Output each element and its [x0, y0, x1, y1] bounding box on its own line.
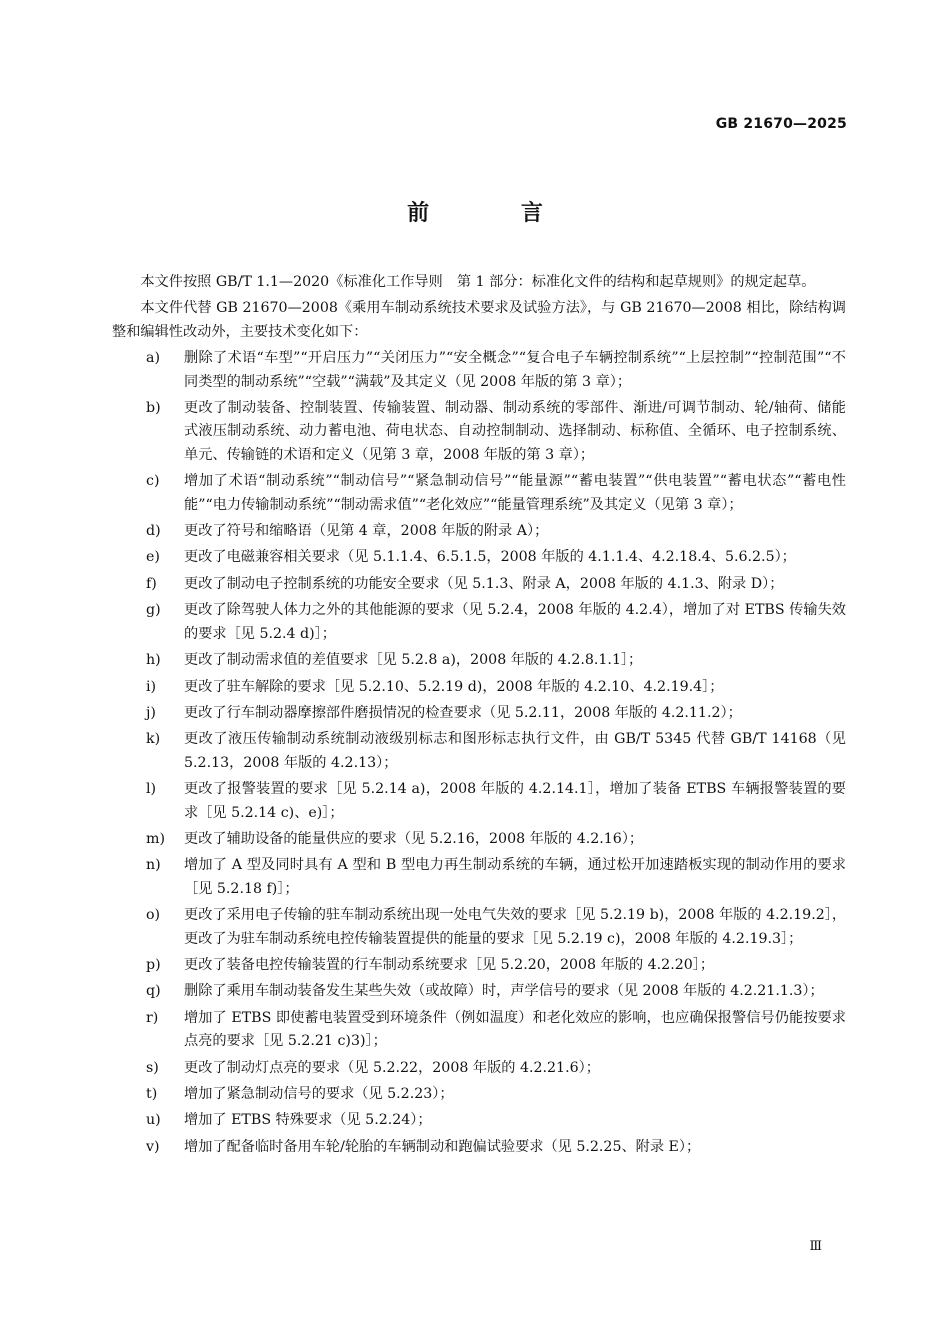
list-item-label: r) [146, 1009, 159, 1026]
list-item [112, 599, 846, 646]
list-item-label: k) [146, 731, 161, 748]
list-item-label: u) [146, 1112, 161, 1129]
list-item-text: 增加了术语“制动系统”“制动信号”“紧急制动信号”“能量源”“蓄电装置”“供电装置”“蓄电状态”“蓄电性能”“电力传输制动系统”“制动需求值”“老化效应”“能量管理系统”及其定义（见第 3 章）； [184, 473, 846, 513]
list-item-label: d) [146, 523, 161, 540]
page-number: Ⅲ [809, 1239, 822, 1254]
list-item-label: p) [146, 956, 161, 973]
list-item-text: 增加了 A 型及同时具有 A 型和 B 型电力再生制动系统的车辆，通过松开加速踏板实现的制动作用的要求［见 5.2.18 f)］； [184, 857, 846, 897]
intro-paragraph: 本文件代替 GB 21670—2008《乘用车制动系统技术要求及试验方法》，与 GB 21670—2008 相比，除结构调整和编辑性改动外，主要技术变化如下： [112, 300, 846, 340]
list-item [112, 728, 846, 775]
list-item-text: 更改了符号和缩略语（见第 4 章，2008 年版的附录 A）； [184, 523, 549, 540]
list-item [112, 470, 846, 517]
intro-paragraph: 本文件按照 GB/T 1.1—2020《标准化工作导则 第 1 部分：标准化文件的结构和起草规则》的规定起草。 [140, 274, 816, 290]
list-item [112, 904, 846, 951]
list-item-label: e) [146, 549, 160, 566]
list-item-label: o) [146, 907, 161, 924]
list-item [112, 1057, 846, 1080]
list-item [112, 676, 846, 699]
list-item [112, 854, 846, 901]
list-item-text: 更改了除驾驶人体力之外的其他能源的要求（见 5.2.4，2008 年版的 4.2.4），增加了对 ETBS 传输失效的要求［见 5.2.4 d)］； [184, 602, 846, 642]
list-item-text: 更改了制动电子控制系统的功能安全要求（见 5.1.3、附录 A，2008 年版的 4.1.3、附录 D）； [184, 575, 784, 592]
list-item-text: 更改了制动装备、控制装置、传输装置、制动器、制动系统的零部件、渐进/可调节制动、轮/轴荷、储能式液压制动系统、动力蓄电池、荷电状态、自动控制制动、选择制动、标称值、全循环、电子控制系统、单元、传输链的术语和定义（见第 3 章，2008 年版的第 3 章）； [184, 400, 846, 463]
list-item [112, 520, 846, 543]
list-item [112, 1136, 846, 1159]
list-item-label: l) [146, 781, 157, 798]
list-item-label: n) [146, 857, 161, 874]
list-item-label: h) [146, 652, 161, 669]
list-item [112, 828, 846, 851]
list-item-text: 更改了制动需求值的差值要求［见 5.2.8 a)，2008 年版的 4.2.8.1.1］； [184, 652, 643, 669]
list-item-label: b) [146, 400, 161, 417]
list-item-label: g) [146, 602, 161, 619]
list-item-text: 更改了采用电子传输的驻车制动系统出现一处电气失效的要求［见 5.2.19 b)，2008 年版的 4.2.19.2］，更改了为驻车制动系统电控传输装置提供的能量的要求［见 5.2.19 c)，2008 年版的 4.2.19.3］； [184, 907, 847, 947]
document-body [112, 271, 846, 1162]
list-item [112, 1083, 846, 1106]
list-item-text: 更改了制动灯点亮的要求（见 5.2.22，2008 年版的 4.2.21.6）； [184, 1059, 600, 1076]
list-item-label: j) [146, 704, 156, 721]
list-item-text: 增加了 ETBS 特殊要求（见 5.2.24）； [184, 1112, 432, 1129]
list-item-label: i) [146, 678, 157, 695]
list-item-text: 更改了装备电控传输装置的行车制动系统要求［见 5.2.20，2008 年版的 4.2.20］； [184, 956, 715, 973]
list-item-text: 增加了 ETBS 即使蓄电装置受到环境条件（例如温度）和老化效应的影响，也应确保报警信号仍能按要求点亮的要求［见 5.2.21 c)3)］； [184, 1009, 846, 1050]
list-item [112, 397, 846, 467]
list-item-label: v) [146, 1138, 160, 1155]
changes-list [112, 347, 846, 1159]
list-item-text: 增加了配备临时备用车轮/轮胎的车辆制动和跑偏试验要求（见 5.2.25、附录 E）； [184, 1138, 701, 1155]
list-item [112, 1007, 846, 1054]
list-item [112, 702, 846, 725]
list-item [112, 573, 846, 596]
list-item-text: 更改了行车制动器摩擦部件磨损情况的检查要求（见 5.2.11，2008 年版的 4.2.11.2）； [184, 704, 742, 721]
list-item-text: 更改了电磁兼容相关要求（见 5.1.1.4、6.5.1.5，2008 年版的 4.1.1.4、4.2.18.4、5.6.2.5）； [184, 549, 796, 566]
list-item-text: 更改了驻车解除的要求［见 5.2.10、5.2.19 d)，2008 年版的 4.2.10、4.2.19.4］； [184, 678, 724, 695]
list-item-label: m) [146, 830, 165, 847]
list-item [112, 1109, 846, 1132]
list-item [112, 347, 846, 394]
list-item-text: 更改了液压传输制动系统制动液级别标志和图形标志执行文件，由 GB/T 5345 代替 GB/T 14168（见 5.2.13，2008 年版的 4.2.13）； [184, 731, 846, 771]
list-item-text: 增加了紧急制动信号的要求（见 5.2.23）； [184, 1086, 454, 1102]
list-item-text: 更改了辅助设备的能量供应的要求（见 5.2.16，2008 年版的 4.2.16）； [184, 830, 644, 847]
list-item [112, 778, 846, 825]
list-item [112, 649, 846, 672]
list-item-label: a) [146, 350, 160, 367]
standard-code: GB 21670—2025 [715, 116, 847, 132]
list-item-label: q) [146, 983, 161, 1000]
list-item-label: t) [146, 1086, 158, 1102]
list-item [112, 546, 846, 569]
list-item-label: s) [146, 1059, 159, 1076]
list-item-text: 删除了术语“车型”“开启压力”“关闭压力”“安全概念”“复合电子车辆控制系统”“上层控制”“控制范围”“不同类型的制动系统”“空载”“满载”及其定义（见 2008 年版的第 3 章）； [184, 350, 846, 390]
list-item [112, 954, 846, 977]
list-item-label: f) [146, 575, 157, 592]
page-title: 前 言 [407, 201, 585, 226]
list-item-text: 更改了报警装置的要求［见 5.2.14 a)，2008 年版的 4.2.14.1］，增加了装备 ETBS 车辆报警装置的要求［见 5.2.14 c)、e)］； [184, 781, 846, 821]
list-item-label: c) [146, 473, 160, 490]
list-item-text: 删除了乘用车制动装备发生某些失效（或故障）时，声学信号的要求（见 2008 年版的 4.2.21.1.3）； [184, 983, 824, 1000]
list-item [112, 980, 846, 1003]
